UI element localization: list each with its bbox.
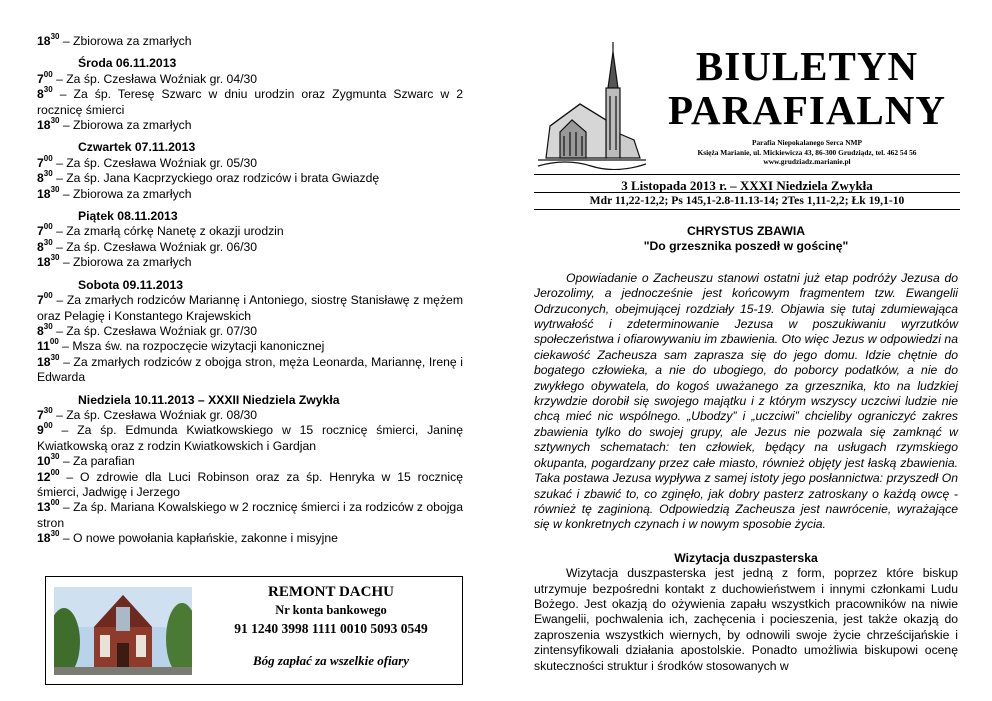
schedule-top-entry: $18^{30}$ – Zbiorowa za zmarłych bbox=[37, 31, 192, 48]
mass-intention bbox=[37, 184, 463, 202]
repair-account-label: Nr konta bankowego bbox=[275, 603, 387, 617]
mass-hour: 11 bbox=[37, 339, 50, 354]
issue-date: 3 Listopada 2013 r. – XXXI Niedziela Zwykła bbox=[621, 178, 873, 193]
mass-minutes: 00 bbox=[49, 337, 59, 347]
intention-text: – Za śp. Czesława Woźniak gr. 08/30 bbox=[52, 407, 258, 422]
intention-text: – O zdrowie dla Luci Robinson oraz za śp. Henryka w 15 rocznicę śmierci, Jadwigę i Jerzego bbox=[37, 469, 463, 499]
mass-minutes: 00 bbox=[43, 291, 53, 301]
mass-hour: 13 bbox=[37, 500, 51, 515]
parish-website: www.grudziadz.marianie.pl bbox=[763, 157, 851, 166]
mass-intention bbox=[37, 500, 463, 531]
mass-intention bbox=[37, 321, 463, 339]
schedule-day bbox=[37, 393, 463, 547]
mass-minutes: 00 bbox=[50, 498, 60, 508]
mass-hour: 18 bbox=[37, 186, 51, 201]
mass-minutes: 30 bbox=[43, 237, 53, 247]
intention-text: – Zbiorowa za zmarłych bbox=[59, 255, 192, 270]
mass-hour: 8 bbox=[37, 87, 44, 102]
mass-hour: 7 bbox=[37, 407, 44, 422]
repair-title: REMONT DACHU bbox=[268, 584, 394, 600]
intention-text: – Za parafian bbox=[59, 454, 135, 469]
mass-minutes: 30 bbox=[43, 405, 53, 415]
mass-minutes: 00 bbox=[43, 222, 53, 232]
intention-text: – Za śp. Czesława Woźniak gr. 06/30 bbox=[52, 239, 258, 254]
mass-hour: 7 bbox=[37, 71, 44, 86]
mass-intention bbox=[37, 531, 463, 546]
masthead-title-line2: PARAFIALNY bbox=[667, 87, 946, 133]
parish-name: Parafia Niepokalanego Serca NMP bbox=[751, 138, 863, 147]
divider-bottom bbox=[534, 209, 960, 210]
intention-text: – Za śp. Czesława Woźniak gr. 05/30 bbox=[52, 155, 258, 170]
intention-text: – Za śp. Czesława Woźniak gr. 04/30 bbox=[52, 71, 258, 86]
mass-intention bbox=[37, 423, 463, 454]
mass-minutes: 30 bbox=[50, 184, 60, 194]
intention-text: – Zbiorowa za zmarłych bbox=[59, 186, 192, 201]
intention-text: – Za zmarłą córkę Nanetę z okazji urodzin bbox=[52, 224, 284, 239]
mass-intention bbox=[37, 405, 463, 423]
mass-intention bbox=[37, 87, 463, 118]
mass-hour: 12 bbox=[37, 469, 51, 484]
mass-intention bbox=[37, 454, 463, 469]
schedule-day bbox=[37, 56, 463, 133]
mass-intention bbox=[37, 255, 463, 270]
intention-text: – Za śp. Jana Kacprzyckiego oraz rodziców i brata Gwiazdę bbox=[52, 171, 380, 186]
mass-hour: 7 bbox=[37, 224, 44, 239]
mass-minutes: 30 bbox=[50, 352, 60, 362]
roof-repair-text bbox=[206, 583, 456, 669]
mass-intention bbox=[37, 339, 463, 354]
intention-text: – Msza św. na rozpoczęcie wizytacji kanonicznej bbox=[58, 339, 325, 354]
divider-top bbox=[534, 174, 960, 175]
mass-minutes: 00 bbox=[43, 421, 53, 431]
day-title: Czwartek 07.11.2013 bbox=[78, 140, 196, 155]
schedule-day bbox=[37, 209, 463, 271]
mass-intention bbox=[37, 153, 463, 171]
day-title: Piątek 08.11.2013 bbox=[78, 209, 178, 224]
mass-hour: 18 bbox=[37, 118, 51, 133]
article-section bbox=[534, 224, 958, 674]
intention-text: – Za śp. Czesława Woźniak gr. 07/30 bbox=[52, 323, 258, 338]
mass-minutes: 00 bbox=[43, 69, 53, 79]
mass-intention bbox=[37, 224, 463, 239]
mass-hour: 9 bbox=[37, 423, 44, 438]
schedule-day bbox=[37, 278, 463, 386]
mass-minutes: 30 bbox=[43, 85, 53, 95]
day-title: Niedziela 10.11.2013 – XXXII Niedziela Zwykła bbox=[78, 392, 340, 407]
mass-hour: 10 bbox=[37, 454, 51, 469]
mass-hour: 18 bbox=[37, 354, 51, 369]
mass-minutes: 30 bbox=[43, 169, 53, 179]
masthead-title-line1: BIULETYN bbox=[695, 43, 919, 89]
repair-thanks: Bóg zapłać za wszelkie ofiary bbox=[253, 653, 409, 668]
church-logo bbox=[536, 40, 648, 170]
mass-hour: 7 bbox=[37, 293, 44, 308]
mass-intention bbox=[37, 115, 463, 133]
liturgical-readings: Mdr 11,22-12,2; Ps 145,1-2.8-11.13-14; 2Tes 1,11-2,2; Łk 19,1-10 bbox=[589, 194, 905, 207]
visitation-body: Wizytacja duszpasterska jest jedną z form, poprzez które biskup utrzymuje bezpośredni kontakt z duchowieństwem i innymi członkami Ludu Bożego. Jest okazją do ożywienia zapału wszystkich pracowników na niwie Ewangelii, pochwalenia ich, zachęcenia i pocieszenia, jest także okazją do zaproszenia wszystkich wiernych, by odnowili swoje życie chrześcijańskie i zintensyfikowali działania apostolskie. Ponadto umożliwia biskupowi ocenę skuteczności struktur i środków stosowanych w bbox=[534, 566, 958, 673]
day-title: Sobota 09.11.2013 bbox=[78, 277, 184, 292]
intention-text: – Za śp. Teresę Szwarc w dniu urodzin oraz Zygmunta Szwarc w 2 rocznicę śmierci bbox=[37, 87, 463, 117]
schedule-days bbox=[37, 56, 463, 546]
church-photo bbox=[54, 587, 192, 675]
mass-hour: 8 bbox=[37, 171, 44, 186]
intention-text: – Za śp. Mariana Kowalskiego w 2 rocznicę śmierci i za rodziców z obojga stron bbox=[37, 500, 463, 530]
article-subtitle: "Do grzesznika poszedł w gościnę" bbox=[643, 239, 849, 254]
intention-text: – O nowe powołania kapłańskie, zakonne i misyjne bbox=[59, 531, 338, 546]
mass-hour: 8 bbox=[37, 239, 44, 254]
masthead bbox=[654, 44, 960, 167]
parish-address: Księża Marianie, ul. Mickiewicza 43, 86-300 Grudziądz, tel. 462 54 56 bbox=[697, 147, 917, 157]
mass-intention bbox=[37, 293, 463, 324]
mass-hour: 7 bbox=[37, 155, 44, 170]
intention-text: – Zbiorowa za zmarłych bbox=[59, 118, 192, 133]
mass-hour: 18 bbox=[37, 531, 51, 546]
mass-intention bbox=[37, 467, 463, 501]
article-body: Opowiadanie o Zacheuszu stanowi ostatni już etap podróży Jezusa do Jerozolimy, a jednocześnie jest końcowym fragmentem tzw. Ewangelii Odrzuconych, obejmującej rozdziały 15-19. Objawia się tutaj zdumiewająca wytrwałość i zdeterminowanie Jezusa w poszukiwaniu wyrzutków społeczeństwa i ofiarowywaniu im zbawienia. Oto więc Jezus w odpowiedzi na ciekawość Zacheusza sam zaprasza się do jego domu. Idzie chętnie do bogatego człowieka, a nie do ubogiego, do poborcy podatków, a nie do zwykłego obywatela, do kogoś uważanego za grzesznika, kto na ludzkiej krzywdzie dorobił się swojego majątku i z którym wszyscy uczciwi ludzie nie chcą mieć nic wspólnego. „Ubodzy” i „uczciwi” chcieliby ograniczyć zakres zbawienia tylko do swojej grupy, ale Jezus nie pozwala się zamknąć w sztywnych schematach: ten człowiek, będący na usługach rzymskiego okupanta, pogardzany przez całe miasto, również objęty jest łaską zbawienia. Taka postawa Jezusa wypływa z samej istoty jego posłannictwa: przyszedł On szukać i zbawić to, co zginęło, jak dobry pasterz zatroskany o każdą owcę - również tę zaginioną. Odpowiedzią Zacheusza jest nawrócenie, wyrażające się w konkretnych czynach i w nowym sposobie życia. bbox=[534, 270, 958, 532]
divider-middle bbox=[534, 192, 960, 193]
mass-minutes: 00 bbox=[50, 467, 60, 477]
mass-hour: 8 bbox=[37, 323, 44, 338]
mass-intention bbox=[37, 69, 463, 87]
repair-account-number: 91 1240 3998 1111 0010 5093 0549 bbox=[234, 621, 428, 636]
mass-intention bbox=[37, 237, 463, 255]
intention-text: – Za zmarłych rodziców Mariannę i Antoniego, siostrę Stanisławę z mężem oraz Pelagię i Konstantego Krajewskich bbox=[37, 293, 463, 323]
article-title: CHRYSTUS ZBAWIA bbox=[686, 224, 806, 238]
mass-hour: 18 bbox=[37, 255, 51, 270]
mass-minutes: 30 bbox=[50, 115, 60, 125]
mass-intention bbox=[37, 352, 463, 386]
day-title: Środa 06.11.2013 bbox=[78, 56, 177, 71]
mass-minutes: 30 bbox=[43, 321, 53, 331]
intention-text: – Za śp. Edmunda Kwiatkowskiego w 15 rocznicę śmierci, Janinę Kwiatkowską oraz z rodzin Kwiatkowskich i Gardjan bbox=[37, 423, 463, 453]
roof-repair-box bbox=[45, 576, 463, 685]
mass-intention bbox=[37, 171, 463, 186]
intention-text: – Za zmarłych rodziców z obojga stron, męża Leonarda, Mariannę, Irenę i Edwarda bbox=[37, 354, 463, 385]
visitation-title: Wizytacja duszpasterska bbox=[674, 550, 818, 565]
mass-schedule bbox=[37, 31, 463, 554]
mass-minutes: 00 bbox=[43, 153, 53, 163]
mass-minutes: 30 bbox=[50, 529, 60, 539]
schedule-day bbox=[37, 140, 463, 202]
mass-minutes: 30 bbox=[50, 253, 60, 263]
mass-minutes: 30 bbox=[50, 452, 60, 462]
